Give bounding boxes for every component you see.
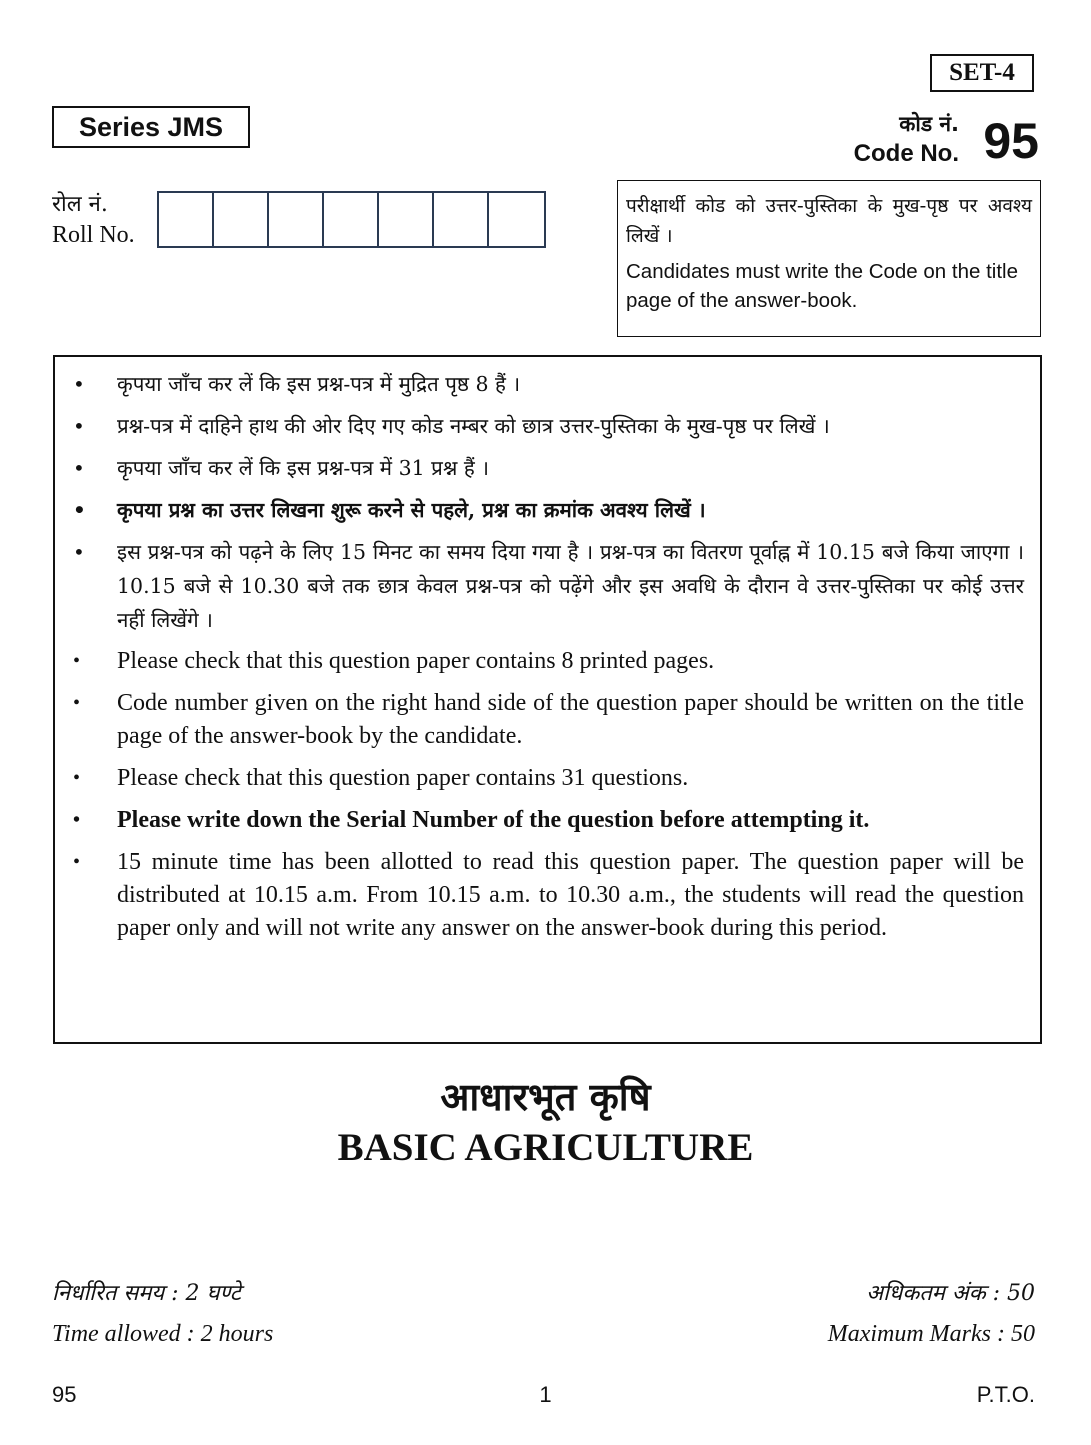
instruction-text: कृपया जाँच कर लें कि इस प्रश्न-पत्र में मुद्रित पृष्ठ 8 हैं । [117,372,521,396]
roll-cell[interactable] [434,193,489,246]
instruction-text: 15 minute time has been allotted to read this question paper. The question paper will be distributed at 10.15 a.m. From 10.15 a.m. to 10.30 a.m., the students will read the question paper only and will not write any answer on the answer-book during this period. [117,849,1024,941]
roll-cell[interactable] [214,193,269,246]
series-label: Series JMS [52,106,250,148]
instruction-item [71,846,1024,945]
instruction-item [71,409,1024,443]
instruction-text: इस प्रश्न-पत्र को पढ़ने के लिए 15 मिनट का समय दिया गया है । प्रश्न-पत्र का वितरण पूर्वाह्न में 10.15 बजे किया जाएगा । 10.15 बजे से 10.30 बजे तक छात्र केवल प्रश्न-पत्र को पढ़ेंगे और इस अवधि के दौरान वे उत्तर-पुस्तिका पर कोई उत्तर नहीं लिखेंगे । [117,540,1024,632]
instruction-item [71,451,1024,485]
bullet-icon: • [73,809,81,831]
instructions-list [71,367,1024,945]
instruction-item [71,687,1024,753]
instruction-item [71,762,1024,795]
set-label: SET-4 [930,54,1034,92]
instructions-box [53,355,1042,1044]
bullet-icon: • [73,372,85,396]
code-label-hindi: कोड नं. [899,112,959,136]
roll-cell[interactable] [159,193,214,246]
instruction-text: Please check that this question paper contains 8 printed pages. [117,648,715,674]
roll-cell[interactable] [324,193,379,246]
candidate-note-hindi: परीक्षार्थी कोड को उत्तर-पुस्तिका के मुख-पृष्ठ पर अवश्य लिखें । [626,195,1032,247]
instruction-item [71,367,1024,401]
code-label-english: Code No. [853,140,959,167]
roll-cell[interactable] [489,193,544,246]
bullet-icon: • [73,498,86,522]
roll-number-grid[interactable] [157,191,546,248]
candidate-note-box [617,180,1041,337]
code-number: 95 [983,113,1039,169]
bullet-icon: • [73,540,85,564]
instruction-text: प्रश्न-पत्र में दाहिने हाथ की ओर दिए गए कोड नम्बर को छात्र उत्तर-पुस्तिका के मुख-पृष्ठ पर लिखें । [117,414,830,438]
instruction-text: कृपया प्रश्न का उत्तर लिखना शुरू करने से पहले, प्रश्न का क्रमांक अवश्य लिखें । [117,498,706,522]
roll-label-hindi: रोल नं. [52,192,108,217]
instruction-text: कृपया जाँच कर लें कि इस प्रश्न-पत्र में 31 प्रश्न हैं । [117,456,490,480]
instruction-item [71,493,1024,527]
page-number: 1 [539,1382,552,1407]
instruction-text: Please write down the Serial Number of the question before attempting it. [117,807,870,833]
time-allowed-english: Time allowed : 2 hours [52,1321,274,1347]
candidate-note-english: Candidates must write the Code on the title page of the answer-book. [626,260,1018,312]
roll-cell[interactable] [269,193,324,246]
bullet-icon: • [73,456,85,480]
bullet-icon: • [73,692,81,714]
instruction-item [71,645,1024,678]
roll-label-english: Roll No. [52,222,135,248]
instruction-item [71,535,1024,637]
bullet-icon: • [73,650,81,672]
instruction-item [71,804,1024,837]
max-marks-hindi: अधिकतम अंक : 50 [866,1281,1035,1306]
max-marks-english: Maximum Marks : 50 [827,1321,1035,1347]
instruction-text: Code number given on the right hand side of the question paper should be written on the title page of the answer-book by the candidate. [117,690,1024,749]
bullet-icon: • [73,414,85,438]
pto-label: P.T.O. [976,1382,1035,1407]
footer-code: 95 [52,1382,77,1407]
bullet-icon: • [73,767,81,789]
instruction-text: Please check that this question paper contains 31 questions. [117,765,689,791]
bullet-icon: • [73,851,81,873]
roll-cell[interactable] [379,193,434,246]
subject-title-english: BASIC AGRICULTURE [337,1126,754,1169]
time-allowed-hindi: निर्धारित समय : 2 घण्टे [52,1281,241,1306]
subject-title-hindi: आधारभूत कृषि [440,1074,651,1119]
